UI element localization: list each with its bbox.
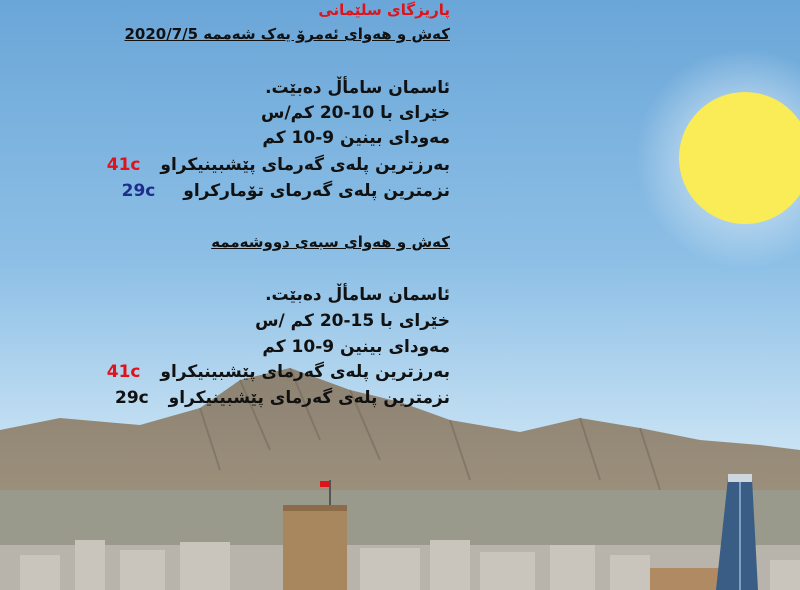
tomorrow-min-value: 29c (114, 388, 149, 408)
tomorrow-max-label: بەرزترین پلەی گەرمای پێشبینیکراو (160, 362, 450, 382)
today-visibility: مەودای بینین 9-10 کم (262, 128, 450, 148)
today-max-label: بەرزترین پلەی گەرمای پێشبینیکراو (160, 155, 450, 175)
tomorrow-sky: ئاسمان سامأڵ دەبێت. (265, 285, 450, 305)
tomorrow-min-label: نزمترین پلەی گەرمای پێشبینیکراو (168, 388, 450, 408)
today-heading: کەش و هەوای ئەمرۆ یەک شەممە 2020/7/5 (124, 25, 450, 43)
tomorrow-max-value: 41c (106, 362, 141, 382)
page-title: پاریزگای سلێمانی (318, 1, 450, 19)
tomorrow-wind: خێرای با 15-20 کم /س (255, 311, 450, 331)
tomorrow-max-row (107, 362, 450, 382)
today-min-row (122, 181, 450, 201)
today-sky: ئاسمان سامأڵ دەبێت. (265, 78, 450, 98)
today-max-row (107, 155, 450, 175)
today-min-value: 29c (121, 181, 156, 201)
today-wind: خێرای با 10-20 کم/س (261, 103, 450, 123)
tomorrow-visibility: مەودای بینین 9-10 کم (262, 337, 450, 357)
tomorrow-min-row (115, 388, 450, 408)
today-min-label: نزمترین پلەی گەرمای تۆمارکراو (183, 181, 450, 201)
tomorrow-heading: کەش و هەوای سبەی دووشەممە (211, 233, 450, 251)
today-max-value: 41c (106, 155, 141, 175)
